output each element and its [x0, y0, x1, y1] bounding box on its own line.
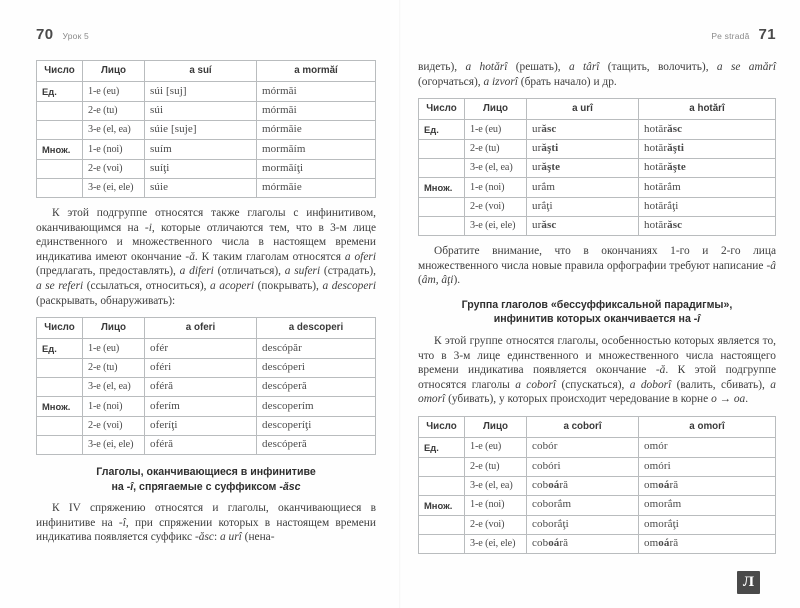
column-header-verb-2: a omorî — [639, 416, 776, 437]
right-running-head — [418, 26, 776, 48]
cell-person: 3-е (el, ea) — [83, 121, 145, 140]
cell-person: 2-е (tu) — [83, 359, 145, 378]
conjugation-table-a-sui — [36, 60, 376, 198]
cell-person: 3-е (ei, ele) — [83, 436, 145, 455]
table-row — [419, 159, 776, 178]
cell-verb-form-1: urắm — [527, 178, 639, 198]
table-row — [37, 397, 376, 417]
cell-number — [419, 217, 465, 236]
column-header-verb-1: a oferi — [145, 318, 257, 339]
cell-number — [37, 359, 83, 378]
cell-number — [419, 534, 465, 553]
column-header-person: Лицо — [83, 318, 145, 339]
cell-number — [419, 198, 465, 217]
cell-person: 1-е (noi) — [83, 140, 145, 160]
cell-number: Множ. — [37, 140, 83, 160]
cell-person: 1-е (noi) — [83, 397, 145, 417]
column-header-verb-1: a coborî — [527, 416, 639, 437]
cell-person: 1-е (noi) — [465, 495, 527, 515]
table-row — [37, 417, 376, 436]
cell-verb-form-2: omór — [639, 437, 776, 457]
cell-verb-form-1: súi — [145, 102, 257, 121]
cell-person: 3-е (ei, ele) — [465, 217, 527, 236]
table-row — [37, 339, 376, 359]
cell-person: 3-е (ei, ele) — [465, 534, 527, 553]
column-header-verb-1: a urî — [527, 99, 639, 120]
conjugation-table-a-cobori — [418, 416, 776, 554]
cell-verb-form-2: hotărăşte — [639, 159, 776, 178]
cell-number: Ед. — [419, 120, 465, 140]
column-header-verb-2: a hotărî — [639, 99, 776, 120]
table-row — [419, 178, 776, 198]
cell-number — [37, 160, 83, 179]
cell-verb-form-2: omóri — [639, 457, 776, 476]
paragraph-asc-suffix: К IV спряжению относятся и глаголы, оканчивающиеся в инфинитиве на -î, при спряжении которых в настоящем времени индикатива появляется суффикс -ăsc: a urî (нена- — [36, 502, 376, 544]
cell-verb-form-2: descóperi — [257, 359, 376, 378]
cell-person: 2-е (tu) — [465, 140, 527, 159]
paragraph-orthography-note: Обратите внимание, что в окончаниях 1-го и 2-го лица множественного числа новые правила орфографии требуют написание -â (âm, âţi). — [418, 245, 776, 287]
column-header-person: Лицо — [465, 99, 527, 120]
cell-number: Ед. — [37, 82, 83, 102]
left-folio: 70 — [36, 26, 54, 43]
cell-verb-form-2: hotărắţi — [639, 198, 776, 217]
table-row — [419, 515, 776, 534]
cell-number: Множ. — [419, 495, 465, 515]
cell-verb-form-2: mórmăi — [257, 102, 376, 121]
table-row — [37, 140, 376, 160]
cell-verb-form-2: hotărắm — [639, 178, 776, 198]
cell-person: 1-е (eu) — [465, 120, 527, 140]
cell-number — [37, 378, 83, 397]
cell-person: 2-е (voi) — [465, 515, 527, 534]
cell-verb-form-2: hotărăşti — [639, 140, 776, 159]
table-row — [419, 437, 776, 457]
cell-verb-form-1: suím — [145, 140, 257, 160]
column-header-number: Число — [37, 61, 83, 82]
section-heading-suffixless-paradigm: Группа глаголов «бессуффиксальной парадигмы», инфинитив которых оканчивается на -î — [461, 298, 733, 326]
cell-verb-form-2: mórmăie — [257, 121, 376, 140]
table-row — [37, 82, 376, 102]
cell-person: 2-е (voi) — [83, 160, 145, 179]
table-row — [37, 359, 376, 378]
cell-verb-form-2: descóperă — [257, 378, 376, 397]
cell-verb-form-1: súi [suj] — [145, 82, 257, 102]
cell-verb-form-1: coborắţi — [527, 515, 639, 534]
cell-person: 3-е (el, ea) — [465, 476, 527, 495]
table-row — [419, 457, 776, 476]
table-body — [419, 437, 776, 553]
cell-verb-form-2: mormăím — [257, 140, 376, 160]
cell-number — [419, 476, 465, 495]
cell-verb-form-1: suíţi — [145, 160, 257, 179]
table-row — [37, 121, 376, 140]
column-header-number: Число — [37, 318, 83, 339]
left-running-head — [36, 26, 376, 48]
table-header-row — [37, 318, 376, 339]
table-row — [419, 495, 776, 515]
conjugation-table-a-oferi — [36, 317, 376, 455]
table-row — [37, 378, 376, 397]
cell-person: 2-е (tu) — [465, 457, 527, 476]
table-header-row — [419, 99, 776, 120]
cell-verb-form-1: cobóri — [527, 457, 639, 476]
cell-person: 2-е (tu) — [83, 102, 145, 121]
cell-verb-form-2: descoperíţi — [257, 417, 376, 436]
cell-person: 1-е (eu) — [465, 437, 527, 457]
column-header-verb-2: a mormăí — [257, 61, 376, 82]
cell-verb-form-1: urăşti — [527, 140, 639, 159]
table-row — [419, 140, 776, 159]
cell-number — [37, 102, 83, 121]
cell-verb-form-1: cobór — [527, 437, 639, 457]
cell-verb-form-2: hotărăsc — [639, 217, 776, 236]
cell-verb-form-2: omoáră — [639, 476, 776, 495]
cell-person: 1-е (eu) — [83, 82, 145, 102]
cell-number — [37, 417, 83, 436]
cell-verb-form-2: mormăíţi — [257, 160, 376, 179]
cell-number — [419, 140, 465, 159]
column-header-verb-2: a descoperi — [257, 318, 376, 339]
table-header-row — [419, 416, 776, 437]
table-row — [419, 534, 776, 553]
cell-verb-form-1: urăsc — [527, 217, 639, 236]
cell-person: 1-е (noi) — [465, 178, 527, 198]
cell-person: 1-е (eu) — [83, 339, 145, 359]
cell-person: 3-е (el, ea) — [465, 159, 527, 178]
table-header-row — [37, 61, 376, 82]
cell-verb-form-2: omoáră — [639, 534, 776, 553]
cell-verb-form-2: mórmăi — [257, 82, 376, 102]
table-row — [419, 120, 776, 140]
table-body — [419, 120, 776, 236]
column-header-verb-1: a suí — [145, 61, 257, 82]
cell-verb-form-1: urăşte — [527, 159, 639, 178]
cell-person: 2-е (voi) — [465, 198, 527, 217]
cell-number — [37, 121, 83, 140]
cell-number: Множ. — [419, 178, 465, 198]
cell-verb-form-1: coboáră — [527, 534, 639, 553]
conjugation-table-a-uri — [418, 98, 776, 236]
table-row — [419, 476, 776, 495]
table-row — [419, 198, 776, 217]
cell-verb-form-1: súie [suje] — [145, 121, 257, 140]
table-row — [419, 217, 776, 236]
paragraph-subgroup-i-verbs: К этой подгруппе относятся также глаголы с инфинитивом, оканчивающимся на -i, которые отличаются тем, что в 3-м лице единственного и множественного числа в настоящем времени индикатива имеют окончание -ă. К таким глаголам относятся a oferi (предлагать, предоставлять), a diferi (отличаться), a suferi (страдать), a se referi (ссылаться, относиться), a acoperi (покрывать), a descoperi (раскрывать, обнаруживать): — [36, 207, 377, 307]
cell-verb-form-2: omorắm — [639, 495, 776, 515]
cell-verb-form-1: coboáră — [527, 476, 639, 495]
cell-verb-form-2: hotărăsc — [639, 120, 776, 140]
column-header-person: Лицо — [83, 61, 145, 82]
right-page — [400, 0, 800, 608]
table-body — [37, 339, 376, 455]
left-running-title: Урок 5 — [62, 31, 89, 41]
publisher-logo: Л — [737, 571, 760, 594]
cell-person: 3-е (el, ea) — [83, 378, 145, 397]
table-row — [37, 179, 376, 198]
column-header-number: Число — [419, 416, 465, 437]
cell-verb-form-1: oferíţi — [145, 417, 257, 436]
cell-verb-form-2: mórmăie — [257, 179, 376, 198]
cell-number — [419, 159, 465, 178]
cell-verb-form-1: ofér — [145, 339, 257, 359]
cell-person: 3-е (ei, ele) — [83, 179, 145, 198]
cell-verb-form-2: descópăr — [257, 339, 376, 359]
cell-number — [37, 179, 83, 198]
cell-verb-form-1: coborắm — [527, 495, 639, 515]
cell-verb-form-1: oféră — [145, 436, 257, 455]
cell-verb-form-1: oferím — [145, 397, 257, 417]
cell-number — [37, 436, 83, 455]
cell-verb-form-2: descóperă — [257, 436, 376, 455]
column-header-person: Лицо — [465, 416, 527, 437]
cell-number: Множ. — [37, 397, 83, 417]
right-folio: 71 — [758, 26, 776, 43]
column-header-number: Число — [419, 99, 465, 120]
cell-number: Ед. — [419, 437, 465, 457]
cell-number — [419, 457, 465, 476]
cell-verb-form-2: descoperím — [257, 397, 376, 417]
cell-number: Ед. — [37, 339, 83, 359]
section-heading-asc-suffix: Глаголы, оканчивающиеся в инфинитиве на -î, спрягаемые с суффиксом -ăsc — [96, 466, 316, 493]
cell-verb-form-1: oféră — [145, 378, 257, 397]
table-body — [37, 82, 376, 198]
table-row — [37, 102, 376, 121]
cell-person: 2-е (voi) — [83, 417, 145, 436]
paragraph-verb-list-continued: видеть), a hotărî (решать), a târî (тащить, волочить), a se amărî (огорчаться), a izvorî (брать начало) и др. — [418, 61, 776, 88]
cell-verb-form-1: súie — [145, 179, 257, 198]
cell-verb-form-2: omorắţi — [639, 515, 776, 534]
cell-number — [419, 515, 465, 534]
table-row — [37, 436, 376, 455]
cell-verb-form-1: urắţi — [527, 198, 639, 217]
table-row — [37, 160, 376, 179]
paragraph-suffixless-paradigm: К этой группе относятся глаголы, особенностью которых является то, что в 3-м лице единственного и множественного числа настоящего времени индикатива появляется окончание -ă. К этой подгруппе относятся глаголы a coborî (спускаться), a doborî (валить, сбивать), a omorî (убивать), у которых происходит чередование в корне o → oa. — [418, 334, 776, 406]
cell-verb-form-1: oféri — [145, 359, 257, 378]
right-running-title: Pe stradă — [711, 31, 750, 41]
cell-verb-form-1: urăsc — [527, 120, 639, 140]
